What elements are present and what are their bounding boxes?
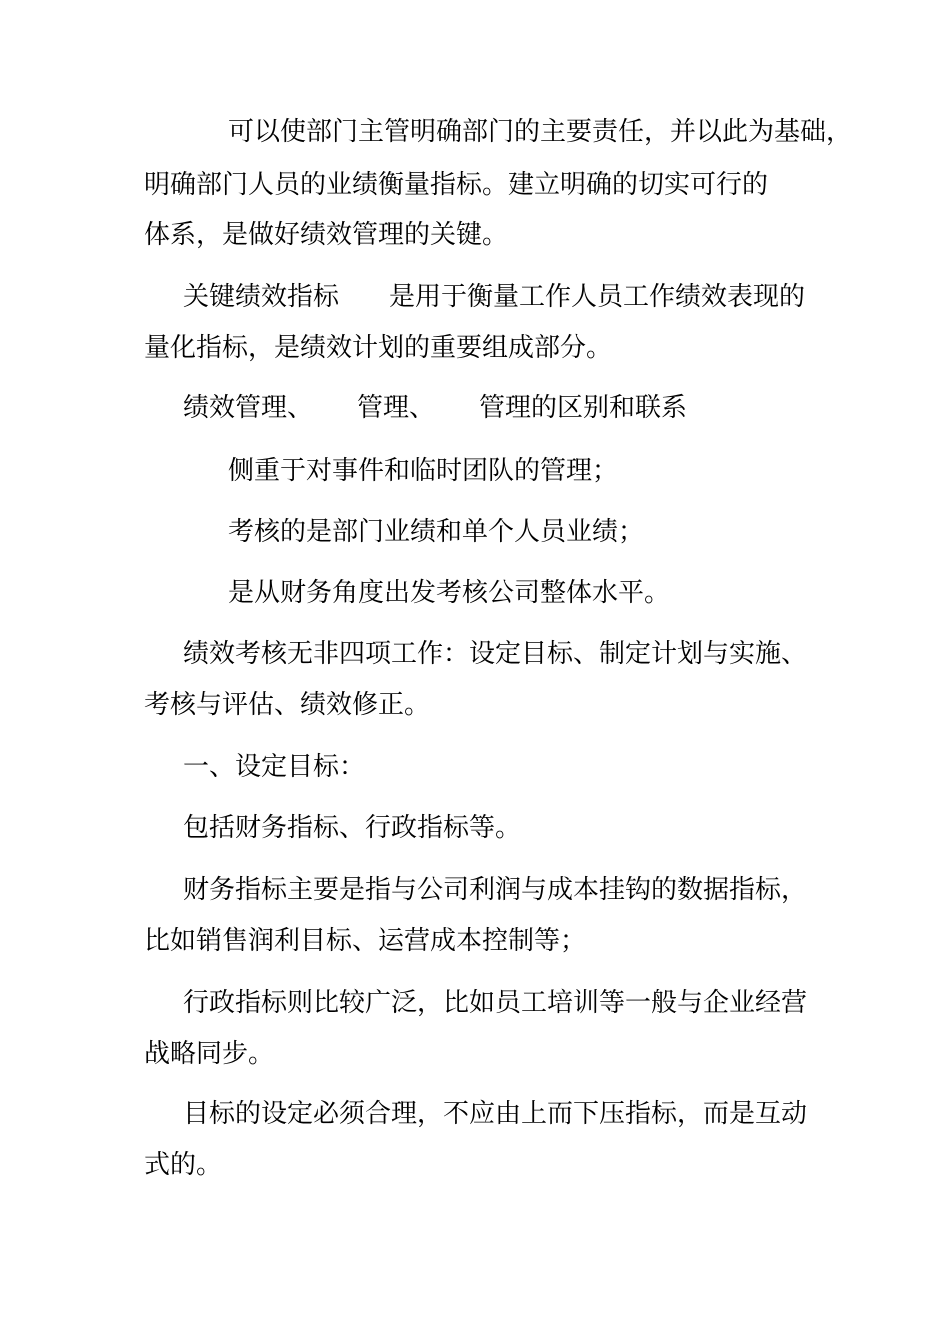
text-line: 一、设定目标： bbox=[183, 752, 366, 782]
text-segment: 绩效管理、 bbox=[183, 393, 314, 423]
text-line: 式的。 bbox=[144, 1150, 223, 1180]
text-line: 目标的设定必须合理，不应由上而下压指标，而是互动 bbox=[183, 1099, 808, 1129]
text-line: 量化指标，是绩效计划的重要组成部分。 bbox=[144, 333, 613, 363]
text-line bbox=[183, 391, 687, 425]
text-line: 财务指标主要是指与公司利润与成本挂钩的数据指标， bbox=[183, 875, 808, 905]
text-line: 比如销售润利目标、运营成本控制等； bbox=[144, 926, 587, 956]
text-line: 行政指标则比较广泛，比如员工培训等一般与企业经营 bbox=[183, 988, 808, 1018]
text-segment: 管理、 bbox=[357, 393, 436, 423]
text-segment: 关键绩效指标 bbox=[183, 282, 340, 312]
text-line bbox=[183, 280, 805, 314]
text-segment: 是用于衡量工作人员工作绩效表现的 bbox=[389, 282, 806, 312]
text-segment: 管理的区别和联系 bbox=[479, 393, 688, 423]
text-line: 绩效考核无非四项工作：设定目标、制定计划与实施、 bbox=[183, 639, 808, 669]
text-line: 战略同步。 bbox=[144, 1039, 275, 1069]
text-line: 明确部门人员的业绩衡量指标。建立明确的切实可行的 bbox=[144, 170, 769, 200]
text-line: 考核与评估、绩效修正。 bbox=[144, 690, 431, 720]
text-line: 可以使部门主管明确部门的主要责任，并以此为基础， bbox=[228, 117, 853, 147]
text-line: 体系，是做好绩效管理的关键。 bbox=[144, 220, 509, 250]
text-line: 包括财务指标、行政指标等。 bbox=[183, 813, 522, 843]
text-line: 侧重于对事件和临时团队的管理； bbox=[228, 456, 619, 486]
text-line: 考核的是部门业绩和单个人员业绩； bbox=[228, 517, 645, 547]
text-line: 是从财务角度出发考核公司整体水平。 bbox=[228, 578, 671, 608]
